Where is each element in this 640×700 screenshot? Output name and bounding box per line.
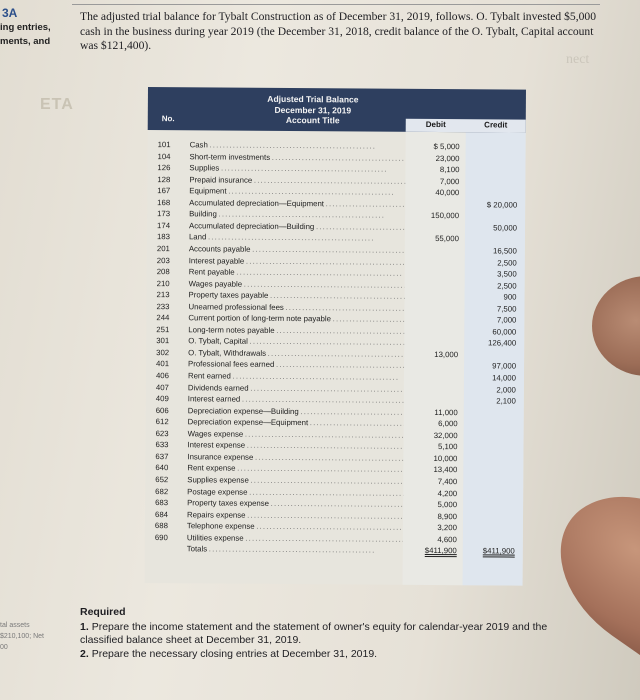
account-number: 401	[156, 359, 170, 369]
account-title: Equipment . . .	[189, 185, 405, 198]
item-text: Prepare the necessary closing entries at December 31, 2019.	[91, 648, 378, 660]
account-title: Unearned professional fees . . .	[188, 301, 404, 314]
account-number: 183	[156, 232, 171, 242]
account-title: Insurance expense . . .	[187, 451, 403, 464]
account-title: Building . . .	[189, 209, 405, 222]
table-heading	[238, 94, 388, 127]
credit-amount: 3,500	[497, 269, 517, 279]
margin-answer-line: 00	[0, 644, 8, 651]
account-title: Postage expense . . .	[187, 486, 403, 499]
account-number: 302	[156, 347, 170, 358]
debit-amount: 7,400	[437, 476, 458, 487]
debit-amount: 10,000	[433, 453, 458, 464]
credit-amount: 50,000	[493, 223, 518, 233]
account-number: 301	[156, 336, 170, 346]
account-number: 684	[154, 509, 169, 519]
account-title: Prepaid insurance . . .	[189, 174, 405, 187]
finger-image	[592, 276, 640, 376]
column-header-debit: Debit	[425, 119, 446, 130]
debit-amount: 5,100	[437, 442, 458, 452]
margin-text-line: ments, and	[0, 36, 51, 47]
account-title: Interest earned . . .	[188, 393, 404, 406]
debit-amount: $ 5,000	[433, 141, 460, 152]
totals-credit: $411,900	[482, 546, 515, 556]
account-title: Supplies . . .	[189, 162, 405, 175]
account-title: Interest expense . . .	[187, 440, 403, 453]
account-number: 633	[155, 440, 169, 450]
account-title: Rent payable . . .	[189, 266, 405, 279]
account-title: Rent earned . . .	[188, 370, 404, 383]
account-number: 612	[155, 417, 169, 427]
credit-amount: 7,000	[496, 315, 517, 325]
account-title: Depreciation expense—Equipment . . .	[188, 416, 404, 429]
problem-tag: 3A	[2, 6, 18, 20]
problem-intro: The adjusted trial balance for Tybalt Construction as of December 31, 2019, follows. O. Tybalt invested $5,000 cash in the business during year 2019 (the December 31, 2018, credit balance of the O. Tybalt, Capital account was $121,400).	[80, 10, 597, 52]
required-heading: Required	[80, 606, 126, 618]
account-title: Short-term investments . . .	[189, 151, 405, 164]
account-title: Accumulated depreciation—Building . . .	[189, 220, 405, 233]
debit-amount: 11,000	[434, 407, 458, 417]
account-title: Wages expense . . .	[188, 428, 404, 441]
account-title: Rent expense . . .	[187, 463, 403, 476]
account-number: 213	[156, 290, 170, 300]
account-title: Telephone expense . . .	[187, 520, 403, 533]
account-number: 233	[156, 301, 170, 311]
account-number: 690	[154, 532, 168, 542]
totals-label: Totals . . .	[187, 544, 403, 557]
account-title: Long-term notes payable . . .	[188, 324, 404, 337]
debit-amount: 13,400	[433, 465, 458, 475]
account-number: 640	[155, 463, 169, 473]
debit-amount: 13,000	[434, 349, 459, 360]
required-item-2	[80, 648, 580, 661]
account-number: 101	[157, 140, 171, 150]
credit-amount: 97,000	[492, 361, 517, 372]
header-rule	[72, 4, 600, 5]
debit-amount: 32,000	[433, 430, 458, 440]
debit-amount: 4,600	[437, 534, 457, 544]
credit-amount: 2,100	[496, 396, 516, 406]
account-number: 201	[156, 244, 170, 254]
debit-amount: 150,000	[430, 211, 460, 221]
debit-amount: 40,000	[435, 188, 460, 198]
account-title: Supplies expense . . .	[187, 474, 403, 487]
credit-amount: 126,400	[488, 338, 517, 348]
account-title: Current portion of long-term note payable . . .	[188, 313, 404, 326]
account-number: 168	[157, 197, 171, 207]
account-number: 244	[156, 313, 170, 323]
account-number: 683	[155, 498, 169, 508]
debit-amount: 8,900	[437, 511, 458, 521]
account-number: 406	[155, 371, 170, 381]
column-header-credit: Credit	[484, 120, 508, 130]
account-title: Land . . .	[189, 232, 405, 245]
credit-amount: 2,500	[497, 257, 517, 268]
account-title: O. Tybalt, Capital . . .	[188, 336, 404, 349]
account-number: 210	[156, 278, 170, 288]
debit-amount: 8,100	[439, 165, 460, 175]
credit-amount: 2,500	[497, 281, 517, 291]
heading-line: Adjusted Trial Balance	[267, 93, 359, 105]
margin-answer-line: tal assets	[0, 622, 30, 629]
account-number: 407	[155, 382, 169, 392]
account-number: 682	[155, 486, 169, 496]
account-title: Professional fees earned . . .	[188, 359, 404, 372]
column-header-no: No.	[161, 114, 175, 124]
account-title: Property taxes payable . . .	[189, 289, 405, 302]
credit-amount: 14,000	[492, 373, 517, 383]
trial-balance-table	[145, 87, 526, 586]
account-number: 174	[157, 220, 171, 231]
debit-amount: 4,200	[437, 488, 458, 498]
account-title: Accounts payable . . .	[189, 243, 405, 256]
account-title: Dividends earned . . .	[188, 382, 404, 395]
bleed-through-text: nect	[566, 52, 590, 67]
margin-text-line: ing entries,	[0, 22, 51, 33]
debit-amount: 23,000	[435, 153, 460, 163]
margin-ghost-text: ETA	[40, 96, 74, 113]
credit-amount: 60,000	[492, 327, 517, 337]
account-number: 688	[154, 521, 168, 531]
account-number: 409	[155, 394, 169, 404]
account-number: 606	[155, 405, 169, 415]
credit-amount: 900	[503, 292, 517, 302]
heading-line: December 31, 2019	[274, 104, 352, 115]
totals-debit: $411,900	[424, 546, 457, 556]
account-number: 623	[155, 428, 169, 438]
account-title: Accumulated depreciation—Equipment . . .	[189, 197, 405, 210]
account-title: Interest payable . . .	[189, 255, 405, 268]
account-title: Wages payable . . .	[189, 278, 405, 291]
account-title: Property taxes expense . . .	[187, 497, 403, 510]
account-number: 104	[157, 151, 171, 161]
credit-amount: 2,000	[496, 384, 516, 395]
account-number: 126	[157, 163, 171, 173]
margin-answer-line: $210,100; Net	[0, 633, 44, 640]
totals-row	[145, 543, 523, 557]
heading-line: Account Title	[285, 114, 340, 126]
debit-amount: 55,000	[435, 234, 459, 244]
debit-amount: 3,200	[437, 523, 457, 533]
table-header	[148, 87, 526, 133]
account-number: 637	[155, 451, 169, 461]
account-number: 652	[155, 474, 169, 485]
credit-amount: $ 20,000	[486, 200, 518, 210]
margin-sidebar	[0, 0, 74, 700]
account-number: 251	[156, 324, 170, 334]
account-title: Repairs expense . . .	[187, 509, 403, 522]
item-number: 1.	[80, 621, 89, 633]
item-text: Prepare the income statement and the statement of owner's equity for calendar-year 2019 and the classified balance sheet at December 31, 2019.	[80, 621, 548, 646]
item-number: 2.	[80, 648, 89, 660]
credit-amount: 7,500	[496, 304, 517, 314]
debit-amount: 5,000	[437, 500, 458, 510]
account-title: Depreciation expense—Building . . .	[188, 405, 404, 418]
account-number: 128	[157, 174, 171, 184]
debit-amount: 6,000	[438, 419, 458, 429]
account-number: 167	[157, 186, 171, 196]
required-item-1	[80, 621, 580, 646]
account-number: 173	[157, 209, 171, 219]
credit-amount: 16,500	[492, 246, 517, 256]
account-number: 203	[156, 255, 170, 265]
account-title: Utilities expense . . .	[187, 532, 403, 545]
account-title: O. Tybalt, Withdrawals . . .	[188, 347, 404, 360]
debit-amount: 7,000	[439, 176, 460, 186]
account-title: Cash . . .	[190, 139, 406, 152]
account-number: 208	[156, 267, 170, 277]
